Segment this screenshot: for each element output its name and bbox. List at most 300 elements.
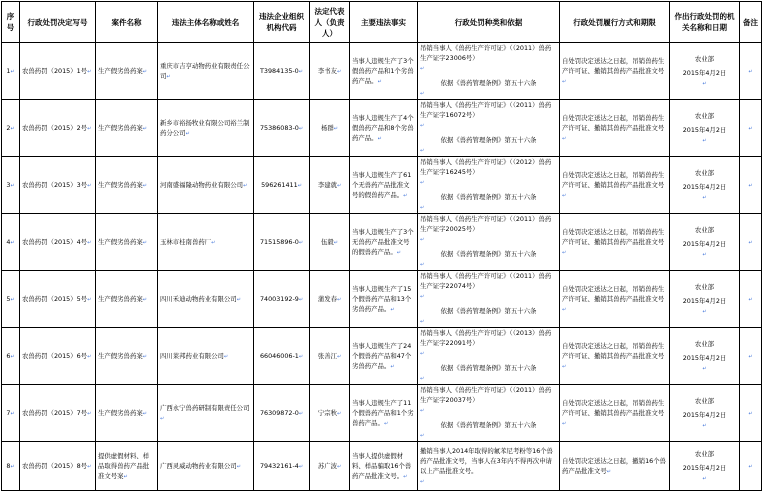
authority-date: 2015年4月2日 [682, 182, 727, 191]
penalty-basis: 依据《兽药管理条例》第五十六条 [440, 307, 537, 315]
cell-case-name-text: 生产假劣兽药案 [98, 294, 143, 303]
penalty-text: 吊销当事人《兽药生产许可证》（（2011）兽药生产证字23006号） [420, 44, 552, 62]
paragraph-mark-icon: ↵ [420, 205, 425, 211]
penalty-basis: 依据《兽药管理条例》第五十六条 [440, 364, 537, 372]
cell-penalty [418, 385, 560, 442]
cell-seq-text: 3 [6, 180, 11, 189]
cell-decision-no [20, 43, 96, 100]
table-row [2, 328, 762, 385]
paragraph-mark-icon: ↵ [748, 410, 753, 417]
authority-date: 2015年4月2日 [682, 296, 727, 305]
cell-entity-name-text: 四川莱邦药业有限公司 [160, 351, 224, 360]
cell-remark [740, 100, 762, 157]
cell-execution-text: 自处罚决定送达之日起，吊销兽药生产许可证、撤销其兽药产品批准文号 [562, 398, 665, 417]
paragraph-mark-icon: ↵ [87, 410, 92, 417]
penalty-text: 吊销当事人《兽药生产许可证》（（2011）兽药生产证字20037号） [420, 386, 552, 404]
paragraph-mark-icon: ↵ [702, 365, 707, 372]
cell-entity-name [158, 442, 254, 491]
cell-facts [350, 43, 418, 100]
cell-remark [740, 157, 762, 214]
paragraph-mark-icon: ↵ [562, 363, 567, 370]
cell-authority [670, 328, 740, 385]
cell-entity-name-text: 广西灵威动物药业有限公司 [160, 461, 237, 470]
cell-penalty [418, 43, 560, 100]
cell-facts-text: 当事人违规生产了61个无兽药产品批准文号的假兽药产品。 [352, 170, 412, 199]
paragraph-mark-icon: ↵ [142, 239, 147, 246]
cell-legal-rep [310, 100, 350, 157]
cell-authority [670, 43, 740, 100]
cell-decision-no-text: 农兽药罚（2015）6号 [22, 351, 88, 360]
cell-decision-no [20, 100, 96, 157]
cell-remark [740, 214, 762, 271]
paragraph-mark-icon: ↵ [298, 353, 304, 360]
cell-seq-text: 1 [6, 66, 11, 75]
paragraph-mark-icon: ↵ [123, 473, 128, 480]
paragraph-mark-icon: ↵ [748, 239, 753, 246]
paragraph-mark-icon: ↵ [10, 182, 15, 189]
paragraph-mark-icon: ↵ [185, 130, 190, 137]
cell-facts-text: 当事人违规生产了3个无兽药产品批准文号的假兽药产品。 [352, 227, 414, 256]
paragraph-mark-icon: ↵ [702, 251, 707, 258]
cell-seq [2, 271, 20, 328]
cell-decision-no [20, 385, 96, 442]
cell-case-name [96, 271, 158, 328]
cell-org-code-text: 66046006-1 [259, 351, 299, 360]
paragraph-mark-icon: ↵ [420, 433, 425, 439]
cell-org-code-text: 79432161-4 [259, 461, 299, 470]
cell-seq-text: 7 [6, 408, 11, 417]
cell-execution [560, 43, 670, 100]
cell-facts-text: 当事人违规生产了3个假兽药产品和1个劣兽药产品。 [352, 56, 414, 85]
paragraph-mark-icon: ↵ [87, 353, 92, 360]
paragraph-mark-icon: ↵ [562, 420, 567, 427]
cell-legal-rep-text: 李书友 [317, 66, 337, 75]
paragraph-mark-icon: ↵ [420, 91, 425, 97]
cell-penalty [418, 100, 560, 157]
cell-case-name-text: 生产假劣兽药案 [98, 237, 143, 246]
cell-seq [2, 100, 20, 157]
table-row [2, 100, 762, 157]
cell-penalty [418, 214, 560, 271]
cell-seq [2, 43, 20, 100]
cell-legal-rep [310, 271, 350, 328]
cell-org-code [254, 43, 310, 100]
cell-facts [350, 385, 418, 442]
cell-facts-text: 当事人违规生产了11个假兽药产品和1个劣兽药产品。 [352, 398, 414, 427]
cell-seq-text: 4 [6, 237, 11, 246]
cell-org-code [254, 385, 310, 442]
paragraph-mark-icon: ↵ [336, 353, 342, 360]
header-execution: 行政处罚履行方式和期限 [560, 2, 670, 43]
cell-entity-name-text: 玉林市桂南兽药厂 [160, 237, 212, 246]
cell-org-code [254, 100, 310, 157]
paragraph-mark-icon: ↵ [702, 194, 707, 201]
penalty-table [1, 1, 762, 491]
paragraph-mark-icon: ↵ [420, 262, 425, 268]
cell-facts [350, 100, 418, 157]
cell-penalty [418, 442, 560, 491]
cell-legal-rep [310, 157, 350, 214]
paragraph-mark-icon: ↵ [142, 410, 147, 417]
cell-entity-name [158, 214, 254, 271]
paragraph-mark-icon: ↵ [142, 296, 147, 303]
paragraph-mark-icon: ↵ [142, 125, 147, 132]
cell-case-name [96, 43, 158, 100]
cell-remark [740, 43, 762, 100]
cell-execution [560, 100, 670, 157]
cell-decision-no-text: 农兽药罚（2015）5号 [22, 294, 88, 303]
table-row [2, 43, 762, 100]
header-org-code: 违法企业组织机构代码 [254, 2, 310, 43]
paragraph-mark-icon: ↵ [336, 68, 342, 75]
header-authority: 作出行政处罚的机关名称和日期 [670, 2, 740, 43]
paragraph-mark-icon: ↵ [142, 353, 147, 360]
cell-legal-rep [310, 214, 350, 271]
cell-org-code-text: 596261411 [261, 180, 298, 189]
cell-facts-text: 当事人违规生产了4个假兽药产品和8个劣兽药产品。 [352, 113, 414, 142]
cell-penalty [418, 328, 560, 385]
cell-legal-rep-text: 宁宗秋 [317, 408, 337, 417]
paragraph-mark-icon: ↵ [298, 410, 304, 417]
paragraph-mark-icon: ↵ [420, 351, 425, 357]
paragraph-mark-icon: ↵ [403, 192, 408, 199]
table-row [2, 385, 762, 442]
cell-decision-no-text: 农兽药罚（2015）4号 [22, 237, 88, 246]
paragraph-mark-icon: ↵ [702, 308, 707, 315]
cell-facts-text: 当事人违规生产了15个假兽药产品和13个劣兽药产品。 [352, 284, 412, 313]
paragraph-mark-icon: ↵ [420, 66, 425, 72]
paragraph-mark-icon: ↵ [87, 125, 92, 132]
paragraph-mark-icon: ↵ [420, 294, 425, 300]
cell-entity-name [158, 100, 254, 157]
cell-authority [670, 442, 740, 491]
paragraph-mark-icon: ↵ [10, 125, 15, 132]
penalty-basis: 依据《兽药管理条例》第五十六条 [440, 136, 537, 144]
paragraph-mark-icon: ↵ [606, 468, 611, 475]
cell-decision-no-text: 农兽药罚（2015）3号 [22, 180, 88, 189]
cell-case-name [96, 214, 158, 271]
paragraph-mark-icon: ↵ [748, 182, 753, 189]
paragraph-mark-icon: ↵ [236, 463, 241, 470]
cell-remark [740, 442, 762, 491]
cell-legal-rep [310, 328, 350, 385]
cell-execution [560, 385, 670, 442]
cell-execution-text: 自处罚决定送达之日起，撤销16个兽药产品批准文号 [562, 456, 666, 475]
paragraph-mark-icon: ↵ [748, 125, 753, 132]
cell-case-name [96, 328, 158, 385]
paragraph-mark-icon: ↵ [390, 363, 395, 370]
cell-execution-text: 自处罚决定送达之日起，吊销兽药生产许可证、撤销其兽药产品批准文号 [562, 56, 665, 75]
cell-execution [560, 442, 670, 491]
cell-authority [670, 157, 740, 214]
authority-name: 农业部 [694, 449, 715, 458]
cell-seq [2, 328, 20, 385]
paragraph-mark-icon: ↵ [298, 296, 304, 303]
cell-entity-name [158, 328, 254, 385]
authority-name: 农业部 [694, 168, 715, 177]
penalty-text: 吊销当事人《兽药生产许可证》（（2013）兽药生产证字22091号） [420, 329, 552, 347]
paragraph-mark-icon: ↵ [298, 68, 303, 75]
paragraph-mark-icon: ↵ [87, 68, 92, 75]
cell-decision-no [20, 214, 96, 271]
paragraph-mark-icon: ↵ [420, 319, 425, 325]
paragraph-mark-icon: ↵ [10, 410, 15, 417]
cell-execution-text: 自处罚决定送达之日起，吊销兽药生产许可证、撤销其兽药产品批准文号 [562, 227, 665, 246]
cell-legal-rep-text: 蒲发春 [317, 294, 337, 303]
penalty-basis: 依据《兽药管理条例》第五十六条 [440, 250, 537, 258]
cell-entity-name-text: 新乡市裕扬牧业有限公司裕兰制药分公司 [160, 118, 250, 137]
cell-decision-no-text: 农兽药罚（2015）8号 [22, 461, 88, 470]
cell-org-code [254, 328, 310, 385]
header-case-name: 案件名称 [96, 2, 158, 43]
cell-facts [350, 157, 418, 214]
cell-case-name [96, 100, 158, 157]
cell-legal-rep-text: 伍毅 [321, 237, 334, 246]
paragraph-mark-icon: ↵ [420, 148, 425, 154]
paragraph-mark-icon: ↵ [298, 125, 304, 132]
cell-seq [2, 214, 20, 271]
paragraph-mark-icon: ↵ [333, 125, 338, 132]
cell-execution [560, 214, 670, 271]
cell-decision-no [20, 328, 96, 385]
cell-authority [670, 214, 740, 271]
paragraph-mark-icon: ↵ [383, 420, 389, 427]
paragraph-mark-icon: ↵ [336, 296, 342, 303]
authority-name: 农业部 [694, 54, 715, 63]
cell-seq [2, 157, 20, 214]
table-row [2, 442, 762, 491]
cell-decision-no [20, 157, 96, 214]
paragraph-mark-icon: ↵ [396, 249, 401, 256]
cell-facts-text: 当事人违规生产了24个假兽药产品和47个劣兽药产品。 [352, 341, 412, 370]
paragraph-mark-icon: ↵ [748, 68, 753, 75]
paragraph-mark-icon: ↵ [243, 182, 248, 189]
paragraph-mark-icon: ↵ [420, 376, 425, 382]
penalty-basis: 依据《兽药管理条例》第五十六条 [440, 421, 537, 429]
cell-org-code [254, 157, 310, 214]
cell-org-code-text: 74003192-9 [259, 294, 299, 303]
cell-execution [560, 328, 670, 385]
header-seq: 序号 [2, 2, 20, 43]
header-row [2, 2, 762, 43]
paragraph-mark-icon: ↵ [336, 410, 342, 417]
authority-date: 2015年4月2日 [682, 353, 727, 362]
cell-entity-name-text: 河南盛福隆动物药业有限公司 [160, 180, 244, 189]
cell-facts-text: 当事人提供虚假材料、样品骗取16个兽药产品批准文号。 [352, 451, 412, 480]
paragraph-mark-icon: ↵ [10, 353, 15, 360]
penalty-basis: 依据《兽药管理条例》第五十六条 [440, 193, 537, 201]
cell-execution-text: 自处罚决定送达之日起，吊销兽药生产许可证、撤销其兽药产品批准文号 [562, 284, 665, 303]
paragraph-mark-icon: ↵ [420, 180, 425, 186]
cell-remark [740, 271, 762, 328]
table-row [2, 214, 762, 271]
paragraph-mark-icon: ↵ [298, 463, 304, 470]
paragraph-mark-icon: ↵ [748, 296, 753, 303]
paragraph-mark-icon: ↵ [562, 78, 567, 85]
paragraph-mark-icon: ↵ [377, 135, 382, 142]
cell-case-name [96, 157, 158, 214]
cell-seq-text: 5 [6, 294, 11, 303]
cell-authority [670, 100, 740, 157]
cell-legal-rep [310, 385, 350, 442]
cell-case-name [96, 385, 158, 442]
paragraph-mark-icon: ↵ [562, 192, 567, 199]
cell-legal-rep-text: 杨群 [321, 123, 334, 132]
paragraph-mark-icon: ↵ [420, 408, 425, 414]
cell-execution [560, 157, 670, 214]
authority-date: 2015年4月2日 [682, 239, 727, 248]
paragraph-mark-icon: ↵ [142, 68, 147, 75]
cell-case-name-text: 生产假劣兽药案 [98, 180, 143, 189]
paragraph-mark-icon: ↵ [160, 415, 165, 422]
cell-entity-name [158, 157, 254, 214]
authority-name: 农业部 [694, 282, 715, 291]
paragraph-mark-icon: ↵ [333, 239, 338, 246]
paragraph-mark-icon: ↵ [236, 296, 241, 303]
paragraph-mark-icon: ↵ [336, 463, 342, 470]
cell-decision-no-text: 农兽药罚（2015）1号 [22, 66, 88, 75]
paragraph-mark-icon: ↵ [702, 475, 707, 482]
cell-execution-text: 自处罚决定送达之日起，吊销兽药生产许可证、撤销其兽药产品批准文号 [562, 341, 665, 360]
penalty-text: 吊销当事人《兽药生产许可证》（（2011）兽药生产证字22074号） [420, 272, 552, 290]
cell-case-name-text: 生产假劣兽药案 [98, 123, 143, 132]
paragraph-mark-icon: ↵ [748, 463, 753, 470]
authority-name: 农业部 [694, 225, 715, 234]
cell-facts [350, 214, 418, 271]
paragraph-mark-icon: ↵ [87, 182, 92, 189]
cell-org-code [254, 271, 310, 328]
cell-case-name-text: 生产假劣兽药案 [98, 66, 143, 75]
cell-org-code [254, 442, 310, 491]
paragraph-mark-icon: ↵ [377, 78, 382, 85]
paragraph-mark-icon: ↵ [336, 182, 342, 189]
penalty-text: 吊销当事人《兽药生产许可证》（（2011）兽药生产证字20025号） [420, 215, 552, 233]
cell-seq-text: 6 [6, 351, 11, 360]
paragraph-mark-icon: ↵ [390, 306, 395, 313]
paragraph-mark-icon: ↵ [10, 463, 15, 470]
table-row [2, 271, 762, 328]
paragraph-mark-icon: ↵ [562, 306, 567, 313]
cell-legal-rep-text: 李建就 [317, 180, 337, 189]
paragraph-mark-icon: ↵ [87, 296, 92, 303]
paragraph-mark-icon: ↵ [10, 68, 15, 75]
authority-date: 2015年4月2日 [682, 125, 727, 134]
cell-case-name-text: 生产假劣兽药案 [98, 408, 143, 417]
cell-case-name-text: 生产假劣兽药案 [98, 351, 143, 360]
cell-decision-no [20, 271, 96, 328]
cell-seq-text: 8 [6, 461, 11, 470]
paragraph-mark-icon: ↵ [748, 353, 753, 360]
authority-date: 2015年4月2日 [682, 410, 727, 419]
authority-name: 农业部 [694, 111, 715, 120]
cell-entity-name [158, 385, 254, 442]
paragraph-mark-icon: ↵ [702, 422, 707, 429]
paragraph-mark-icon: ↵ [298, 239, 304, 246]
authority-date: 2015年4月2日 [682, 463, 727, 472]
paragraph-mark-icon: ↵ [87, 239, 92, 246]
authority-name: 农业部 [694, 396, 715, 405]
header-penalty: 行政处罚种类和依据 [418, 2, 560, 43]
header-legal-rep: 法定代表人（负责人） [310, 2, 350, 43]
cell-authority [670, 385, 740, 442]
cell-case-name-text: 提供虚假材料、样品取得兽药产品批准文号案 [98, 451, 150, 480]
cell-execution-text: 自处罚决定送达之日起，吊销兽药生产许可证、撤销其兽药产品批准文号 [562, 113, 665, 132]
paragraph-mark-icon: ↵ [223, 353, 229, 360]
paragraph-mark-icon: ↵ [297, 182, 302, 189]
paragraph-mark-icon: ↵ [420, 478, 425, 485]
cell-seq [2, 385, 20, 442]
paragraph-mark-icon: ↵ [166, 73, 171, 80]
paragraph-mark-icon: ↵ [10, 239, 15, 246]
cell-decision-no-text: 农兽药罚（2015）7号 [22, 408, 88, 417]
header-remark: 备注 [740, 2, 762, 43]
penalty-basis: 依据《兽药管理条例》第五十六条 [440, 79, 537, 87]
header-entity-name: 违法主体名称或姓名 [158, 2, 254, 43]
cell-legal-rep [310, 43, 350, 100]
paragraph-mark-icon: ↵ [562, 135, 567, 142]
cell-penalty [418, 157, 560, 214]
paragraph-mark-icon: ↵ [403, 473, 408, 480]
cell-legal-rep-text: 张善江 [317, 351, 337, 360]
cell-entity-name [158, 271, 254, 328]
paragraph-mark-icon: ↵ [702, 137, 707, 144]
paragraph-mark-icon: ↵ [87, 463, 92, 470]
cell-legal-rep [310, 442, 350, 491]
penalty-text: 吊销当事人《兽药生产许可证》（（2012）兽药生产证字16245号） [420, 158, 552, 176]
cell-entity-name-text: 广西永宁兽药研制有限责任公司 [160, 403, 250, 412]
table-body [2, 43, 762, 491]
cell-execution [560, 271, 670, 328]
cell-facts [350, 442, 418, 491]
cell-org-code-text: 75386083-0 [259, 123, 299, 132]
header-facts: 主要违法事实 [350, 2, 418, 43]
cell-entity-name-text: 重庆市吉亨动物药业有限责任公司 [160, 61, 250, 80]
cell-entity-name-text: 四川禾迪动物药业有限公司 [160, 294, 237, 303]
cell-remark [740, 328, 762, 385]
paragraph-mark-icon: ↵ [702, 80, 707, 87]
paragraph-mark-icon: ↵ [10, 296, 15, 303]
cell-facts [350, 271, 418, 328]
cell-seq [2, 442, 20, 491]
paragraph-mark-icon: ↵ [420, 237, 425, 243]
paragraph-mark-icon: ↵ [211, 239, 216, 246]
cell-case-name [96, 442, 158, 491]
penalty-text: 吊销当事人《兽药生产许可证》（（2011）兽药生产证字16072号） [420, 101, 552, 119]
table-row [2, 157, 762, 214]
cell-legal-rep-text: 苏广波 [317, 461, 337, 470]
cell-org-code-text: 71515896-0 [259, 237, 299, 246]
cell-remark [740, 385, 762, 442]
header-decision-no: 行政处罚决定写号 [20, 2, 96, 43]
cell-seq-text: 2 [6, 123, 11, 132]
cell-authority [670, 271, 740, 328]
cell-org-code [254, 214, 310, 271]
cell-penalty [418, 271, 560, 328]
paragraph-mark-icon: ↵ [420, 123, 425, 129]
penalty-text: 撤销当事人2014年取得的氟苯尼考粉等16个兽药产品批准文号，当事人在3年内不得再次申请以上产品批准文号。 [420, 446, 554, 475]
cell-decision-no [20, 442, 96, 491]
authority-name: 农业部 [694, 339, 715, 348]
cell-entity-name [158, 43, 254, 100]
cell-decision-no-text: 农兽药罚（2015）2号 [22, 123, 88, 132]
cell-execution-text: 自处罚决定送达之日起，吊销兽药生产许可证、撤销其兽药产品批准文号 [562, 170, 665, 189]
cell-org-code-text: 76309872-0 [259, 408, 299, 417]
paragraph-mark-icon: ↵ [562, 249, 567, 256]
paragraph-mark-icon: ↵ [142, 182, 147, 189]
authority-date: 2015年4月2日 [682, 68, 727, 77]
cell-facts [350, 328, 418, 385]
cell-org-code-text: T3984135-0 [260, 66, 299, 75]
